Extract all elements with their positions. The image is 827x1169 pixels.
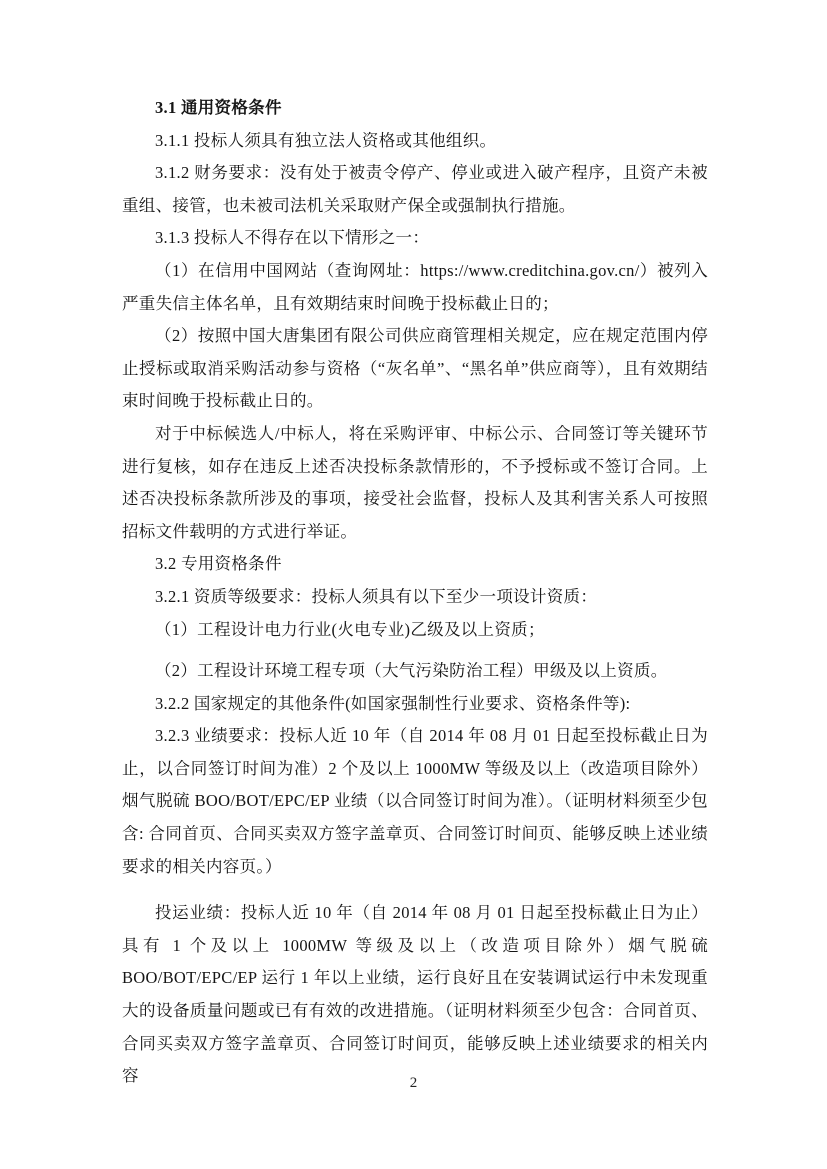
paragraph-3-2-1: 3.2.1 资质等级要求：投标人须具有以下至少一项设计资质： (155, 586, 598, 606)
section-heading-3-2: 3.2 专用资格条件 (155, 554, 282, 574)
paragraph-3-1-2: 3.1.2 财务要求：没有处于被责令停产、停业或进入破产程序，且资产未被重组、接管，也未被司法机关采取财产保全或强制执行措施。 (122, 163, 708, 215)
paragraph-3-1-1: 3.1.1 投标人须具有独立法人资格或其他组织。 (155, 130, 497, 150)
paragraph-review-clause: 对于中标候选人/中标人，将在采购评审、中标公示、合同签订等关键环节进行复核，如存在违反上述否决投标条款情形的，不予授标或不签订合同。上述否决投标条款所涉及的事项，接受社会监督，投标人及其利害关系人可按照招标文件载明的方式进行举证。 (122, 423, 708, 541)
document-body (122, 92, 708, 1093)
paragraph-3-1-3-item-1: （1）在信用中国网站（查询网址：https://www.creditchina.gov.cn/）被列入严重失信主体名单，且有效期结束时间晚于投标截止日的； (122, 260, 708, 313)
paragraph-3-1-3: 3.1.3 投标人不得存在以下情形之一： (155, 228, 430, 248)
section-heading-3-1: 3.1 通用资格条件 (155, 98, 282, 117)
paragraph-3-2-3: 3.2.3 业绩要求：投标人近 10 年（自 2014 年 08 月 01 日起至投标截止日为止，以合同签订时间为准）2 个及以上 1000MW 等级及以上（改造项目除外）烟气脱硫 BOO/BOT/EPC/EP 业绩（以合同签订时间为准）。（证明材料须至少包含: 合同首页、合同买卖双方签字盖章页、合同签订时间页、能够反映上述业绩要求的相关内容页。） (122, 726, 708, 876)
paragraph-operation-record: 投运业绩：投标人近 10 年（自 2014 年 08 月 01 日起至投标截止日为止）具有 1 个及以上 1000MW 等级及以上（改造项目除外）烟气脱硫 BOO/BOT/EPC/EP 运行 1 年以上业绩，运行良好且在安装调试运行中未发现重大的设备质量问题或已有有效的改进措施。（证明材料须至少包含：合同首页、合同买卖双方签字盖章页、合同签订时间页，能够反映上述业绩要求的相关内容 (122, 903, 708, 1086)
paragraph-3-2-1-item-1: （1）工程设计电力行业(火电专业)乙级及以上资质； (155, 619, 545, 639)
page-number: 2 (409, 1075, 418, 1091)
paragraph-3-2-1-item-2: （2）工程设计环境工程专项（大气污染防治工程）甲级及以上资质。 (155, 661, 668, 681)
page-footer (0, 1074, 827, 1092)
paragraph-3-1-3-item-2: （2）按照中国大唐集团有限公司供应商管理相关规定，应在规定范围内停止授标或取消采购活动参与资格（“灰名单”、“黑名单”供应商等），且有效期结束时间晚于投标截止日的。 (122, 326, 708, 411)
paragraph-3-2-2: 3.2.2 国家规定的其他条件(如国家强制性行业要求、资格条件等): (155, 693, 631, 713)
